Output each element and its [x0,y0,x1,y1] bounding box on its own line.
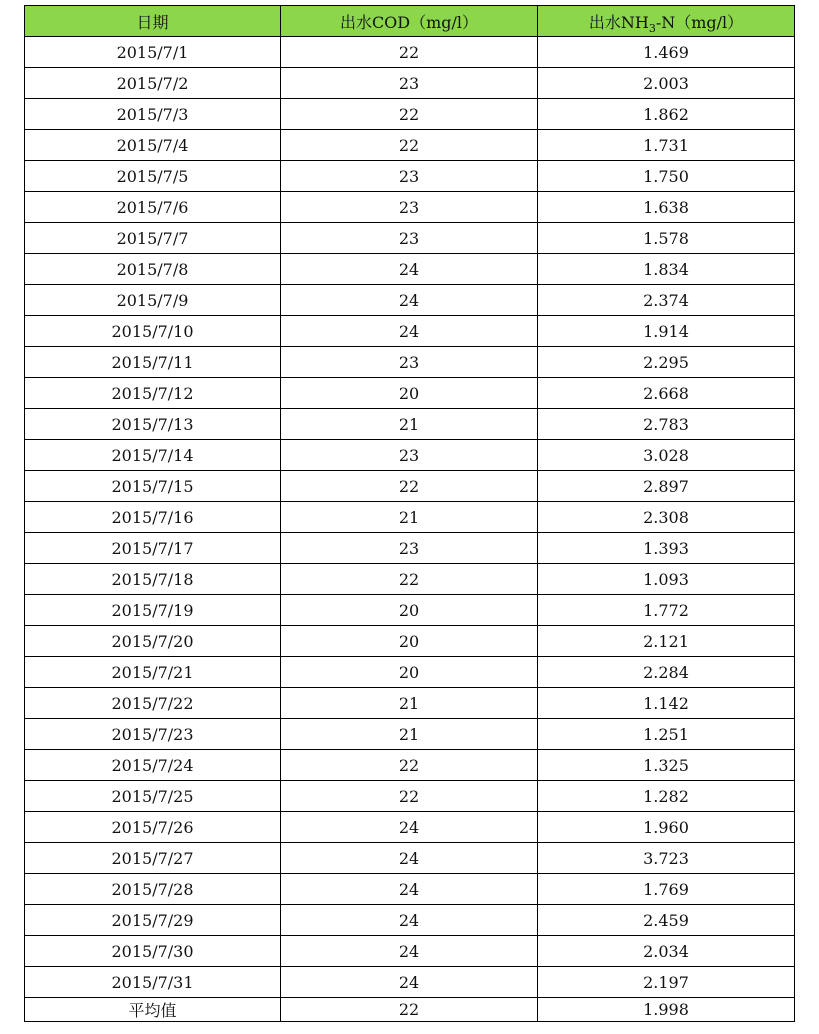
nh3-cell: 2.459 [538,905,795,936]
date-cell: 2015/7/7 [25,223,281,254]
cod-cell: 20 [281,595,538,626]
table-row [25,533,795,564]
cod-cell: 20 [281,626,538,657]
nh3-cell: 2.034 [538,936,795,967]
date-cell: 2015/7/10 [25,316,281,347]
table-row [25,967,795,998]
table-row [25,688,795,719]
date-cell: 2015/7/25 [25,781,281,812]
table-row [25,471,795,502]
cod-cell: 20 [281,657,538,688]
table-row [25,378,795,409]
table-row [25,657,795,688]
table-row [25,68,795,99]
water-quality-table [24,5,795,1022]
date-cell: 2015/7/15 [25,471,281,502]
nh3-cell: 2.121 [538,626,795,657]
table-row [25,223,795,254]
date-cell: 2015/7/2 [25,68,281,99]
average-label: 平均值 [25,998,281,1022]
cod-cell: 22 [281,471,538,502]
nh3-cell: 1.142 [538,688,795,719]
cod-cell: 21 [281,688,538,719]
cod-cell: 22 [281,99,538,130]
cod-cell: 24 [281,936,538,967]
cod-cell: 23 [281,440,538,471]
cod-cell: 22 [281,37,538,68]
table-row [25,99,795,130]
table-row [25,285,795,316]
header-nh3-prefix: 出水NH [588,12,649,32]
nh3-cell: 1.638 [538,192,795,223]
nh3-cell: 1.282 [538,781,795,812]
date-cell: 2015/7/31 [25,967,281,998]
nh3-cell: 2.197 [538,967,795,998]
nh3-cell: 1.834 [538,254,795,285]
nh3-cell: 1.862 [538,99,795,130]
date-cell: 2015/7/9 [25,285,281,316]
date-cell: 2015/7/16 [25,502,281,533]
nh3-cell: 1.469 [538,37,795,68]
table-row [25,440,795,471]
nh3-cell: 1.769 [538,874,795,905]
date-cell: 2015/7/6 [25,192,281,223]
nh3-cell: 3.028 [538,440,795,471]
average-row [25,998,795,1022]
date-cell: 2015/7/1 [25,37,281,68]
cod-cell: 23 [281,347,538,378]
nh3-cell: 2.284 [538,657,795,688]
date-cell: 2015/7/11 [25,347,281,378]
nh3-cell: 2.783 [538,409,795,440]
nh3-cell: 3.723 [538,843,795,874]
table-header [25,6,795,37]
table-row [25,750,795,781]
header-nh3 [538,6,795,37]
nh3-cell: 2.668 [538,378,795,409]
nh3-cell: 2.897 [538,471,795,502]
table-row [25,936,795,967]
table-body [25,37,795,998]
cod-cell: 24 [281,967,538,998]
date-cell: 2015/7/21 [25,657,281,688]
cod-cell: 23 [281,533,538,564]
date-cell: 2015/7/27 [25,843,281,874]
cod-cell: 24 [281,874,538,905]
cod-cell: 21 [281,719,538,750]
cod-cell: 24 [281,285,538,316]
date-cell: 2015/7/5 [25,161,281,192]
date-cell: 2015/7/12 [25,378,281,409]
table-row [25,347,795,378]
date-cell: 2015/7/20 [25,626,281,657]
cod-cell: 20 [281,378,538,409]
date-cell: 2015/7/22 [25,688,281,719]
cod-cell: 24 [281,905,538,936]
date-cell: 2015/7/3 [25,99,281,130]
table-row [25,874,795,905]
table-row [25,37,795,68]
nh3-cell: 1.093 [538,564,795,595]
cod-cell: 22 [281,750,538,781]
nh3-cell: 1.914 [538,316,795,347]
nh3-cell: 2.374 [538,285,795,316]
cod-cell: 21 [281,409,538,440]
table-row [25,626,795,657]
table-row [25,564,795,595]
table-row [25,161,795,192]
table-row [25,905,795,936]
table-row [25,595,795,626]
header-date: 日期 [25,6,281,37]
date-cell: 2015/7/24 [25,750,281,781]
cod-cell: 22 [281,564,538,595]
cod-cell: 24 [281,254,538,285]
nh3-cell: 1.578 [538,223,795,254]
date-cell: 2015/7/30 [25,936,281,967]
date-cell: 2015/7/8 [25,254,281,285]
nh3-cell: 1.750 [538,161,795,192]
cod-cell: 23 [281,161,538,192]
nh3-cell: 1.731 [538,130,795,161]
date-cell: 2015/7/29 [25,905,281,936]
header-cod: 出水COD（mg/l） [281,6,538,37]
cod-cell: 22 [281,781,538,812]
date-cell: 2015/7/13 [25,409,281,440]
cod-cell: 24 [281,812,538,843]
cod-cell: 24 [281,843,538,874]
table-row [25,316,795,347]
date-cell: 2015/7/23 [25,719,281,750]
table-row [25,843,795,874]
date-cell: 2015/7/19 [25,595,281,626]
table-row [25,409,795,440]
date-cell: 2015/7/17 [25,533,281,564]
table-row [25,130,795,161]
cod-cell: 23 [281,192,538,223]
nh3-cell: 1.325 [538,750,795,781]
header-row [25,6,795,37]
date-cell: 2015/7/4 [25,130,281,161]
cod-cell: 22 [281,130,538,161]
table-row [25,254,795,285]
cod-cell: 23 [281,68,538,99]
cod-cell: 21 [281,502,538,533]
date-cell: 2015/7/18 [25,564,281,595]
nh3-cell: 2.295 [538,347,795,378]
average-cod: 22 [281,998,538,1022]
date-cell: 2015/7/14 [25,440,281,471]
header-nh3-suffix: -N（mg/l） [655,12,744,32]
nh3-cell: 1.772 [538,595,795,626]
nh3-cell: 1.251 [538,719,795,750]
date-cell: 2015/7/28 [25,874,281,905]
header-nh3-subscript: 3 [648,21,656,35]
table-row [25,781,795,812]
table-row [25,812,795,843]
table-row [25,192,795,223]
cod-cell: 24 [281,316,538,347]
date-cell: 2015/7/26 [25,812,281,843]
nh3-cell: 1.960 [538,812,795,843]
table-row [25,719,795,750]
average-nh3: 1.998 [538,998,795,1022]
nh3-cell: 2.003 [538,68,795,99]
nh3-cell: 2.308 [538,502,795,533]
cod-cell: 23 [281,223,538,254]
table-row [25,502,795,533]
nh3-cell: 1.393 [538,533,795,564]
